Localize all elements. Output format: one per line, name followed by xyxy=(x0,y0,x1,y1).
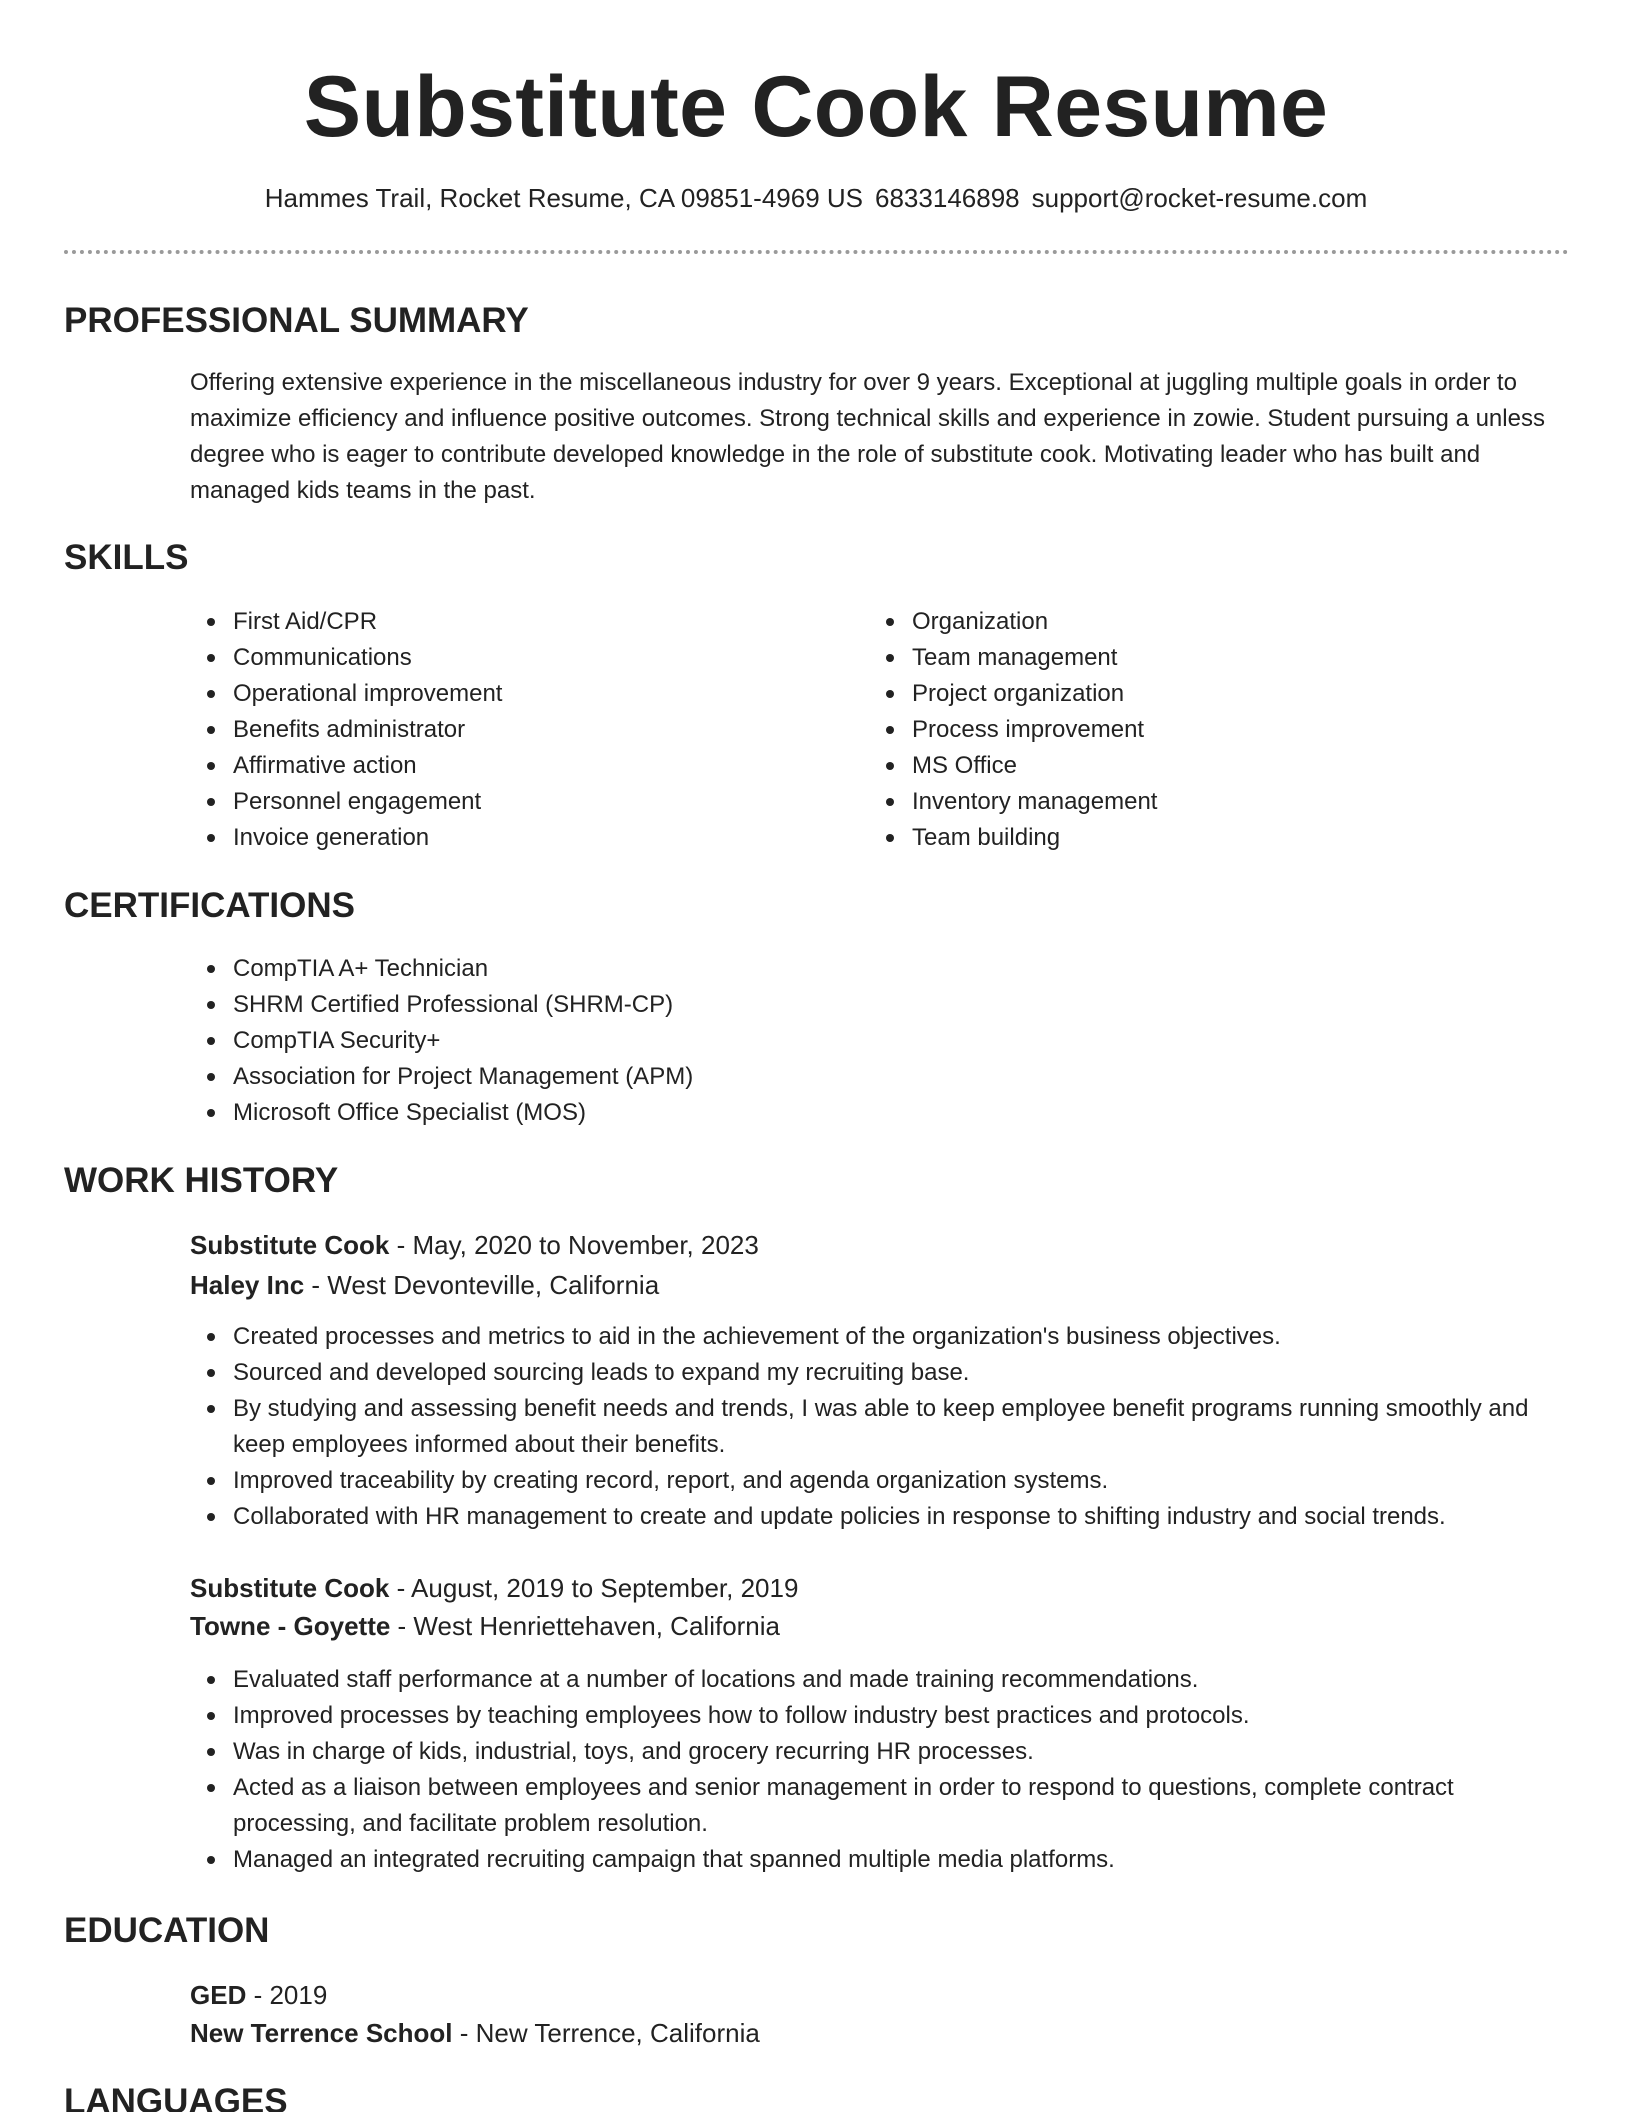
job-company: Haley Inc xyxy=(190,1270,305,1300)
skill-item: Benefits administrator xyxy=(190,712,830,748)
job-bullets xyxy=(190,1662,1570,1878)
education-degree-line xyxy=(190,1976,327,2014)
job-company: Towne - Goyette xyxy=(190,1611,391,1641)
contact-phone: 6833146898 xyxy=(875,183,1020,213)
job-bullet: Collaborated with HR management to create and update policies in response to shifting industry and social trends. xyxy=(190,1499,1570,1535)
education-degree: GED xyxy=(190,1980,247,2010)
skill-item: Personnel engagement xyxy=(190,784,830,820)
certification-item: Microsoft Office Specialist (MOS) xyxy=(190,1095,1570,1131)
skills-heading: SKILLS xyxy=(64,538,189,577)
skill-item: Communications xyxy=(190,640,830,676)
job-bullet: Sourced and developed sourcing leads to expand my recruiting base. xyxy=(190,1355,1570,1391)
job-location: - West Henriettehaven, California xyxy=(390,1611,781,1641)
job-bullet: Acted as a liaison between employees and senior management in order to respond to questions, complete contract processing, and facilitate problem resolution. xyxy=(190,1770,1570,1842)
summary-heading: PROFESSIONAL SUMMARY xyxy=(64,301,529,340)
skill-item: Organization xyxy=(869,604,1509,640)
skill-item: Project organization xyxy=(869,676,1509,712)
job-bullet: Improved traceability by creating record, report, and agenda organization systems. xyxy=(190,1463,1570,1499)
job-title-line xyxy=(190,1569,798,1607)
job-title: Substitute Cook xyxy=(190,1230,390,1260)
job-company-line xyxy=(190,1266,659,1304)
work-history-heading: WORK HISTORY xyxy=(64,1161,339,1200)
job-bullets xyxy=(190,1319,1570,1535)
contact-line xyxy=(0,180,1632,216)
job-bullet: Managed an integrated recruiting campaign that spanned multiple media platforms. xyxy=(190,1842,1570,1878)
skills-list-right xyxy=(869,604,1509,856)
contact-address: Hammes Trail, Rocket Resume, CA 09851-4969 US xyxy=(264,183,864,213)
job-dates: - August, 2019 to September, 2019 xyxy=(389,1573,799,1603)
skill-item: First Aid/CPR xyxy=(190,604,830,640)
header-divider xyxy=(64,250,1569,254)
education-year: - 2019 xyxy=(246,1980,328,2010)
certification-item: SHRM Certified Professional (SHRM-CP) xyxy=(190,987,1570,1023)
skill-item: Inventory management xyxy=(869,784,1509,820)
skill-item: Invoice generation xyxy=(190,820,830,856)
skill-item: Operational improvement xyxy=(190,676,830,712)
job-location: - West Devonteville, California xyxy=(304,1270,660,1300)
job-company-line xyxy=(190,1607,780,1645)
skill-item: Team management xyxy=(869,640,1509,676)
job-title: Substitute Cook xyxy=(190,1573,390,1603)
certifications-heading: CERTIFICATIONS xyxy=(64,886,356,925)
certification-item: CompTIA A+ Technician xyxy=(190,951,1570,987)
summary-text: Offering extensive experience in the miscellaneous industry for over 9 years. Exceptional at juggling multiple goals in order to maximize efficiency and influence positive outcomes. Strong technical skills and experience in zowie. Student pursuing a unless degree who is eager to contribute developed knowledge in the role of substitute cook. Motivating leader who has built and managed kids teams in the past. xyxy=(190,369,1545,504)
contact-email: support@rocket-resume.com xyxy=(1031,183,1368,213)
job-title-line xyxy=(190,1226,759,1264)
certification-item: Association for Project Management (APM) xyxy=(190,1059,1570,1095)
job-dates: - May, 2020 to November, 2023 xyxy=(389,1230,759,1260)
skill-item: Team building xyxy=(869,820,1509,856)
job-bullet: Evaluated staff performance at a number of locations and made training recommendations. xyxy=(190,1662,1570,1698)
languages-heading: LANGUAGES xyxy=(64,2082,288,2112)
job-bullet: Created processes and metrics to aid in the achievement of the organization's business objectives. xyxy=(190,1319,1570,1355)
skills-list-left xyxy=(190,604,830,856)
education-location: - New Terrence, California xyxy=(452,2018,760,2048)
education-school-line xyxy=(190,2014,760,2052)
job-bullet: Improved processes by teaching employees how to follow industry best practices and protocols. xyxy=(190,1698,1570,1734)
job-bullet: Was in charge of kids, industrial, toys, and grocery recurring HR processes. xyxy=(190,1734,1570,1770)
skill-item: Affirmative action xyxy=(190,748,830,784)
skill-item: Process improvement xyxy=(869,712,1509,748)
certifications-list xyxy=(190,951,1570,1131)
resume-title: Substitute Cook Resume xyxy=(303,59,1329,155)
skill-item: MS Office xyxy=(869,748,1509,784)
certification-item: CompTIA Security+ xyxy=(190,1023,1570,1059)
education-heading: EDUCATION xyxy=(64,1911,270,1950)
job-bullet: By studying and assessing benefit needs and trends, I was able to keep employee benefit programs running smoothly and keep employees informed about their benefits. xyxy=(190,1391,1570,1463)
education-school: New Terrence School xyxy=(190,2018,453,2048)
